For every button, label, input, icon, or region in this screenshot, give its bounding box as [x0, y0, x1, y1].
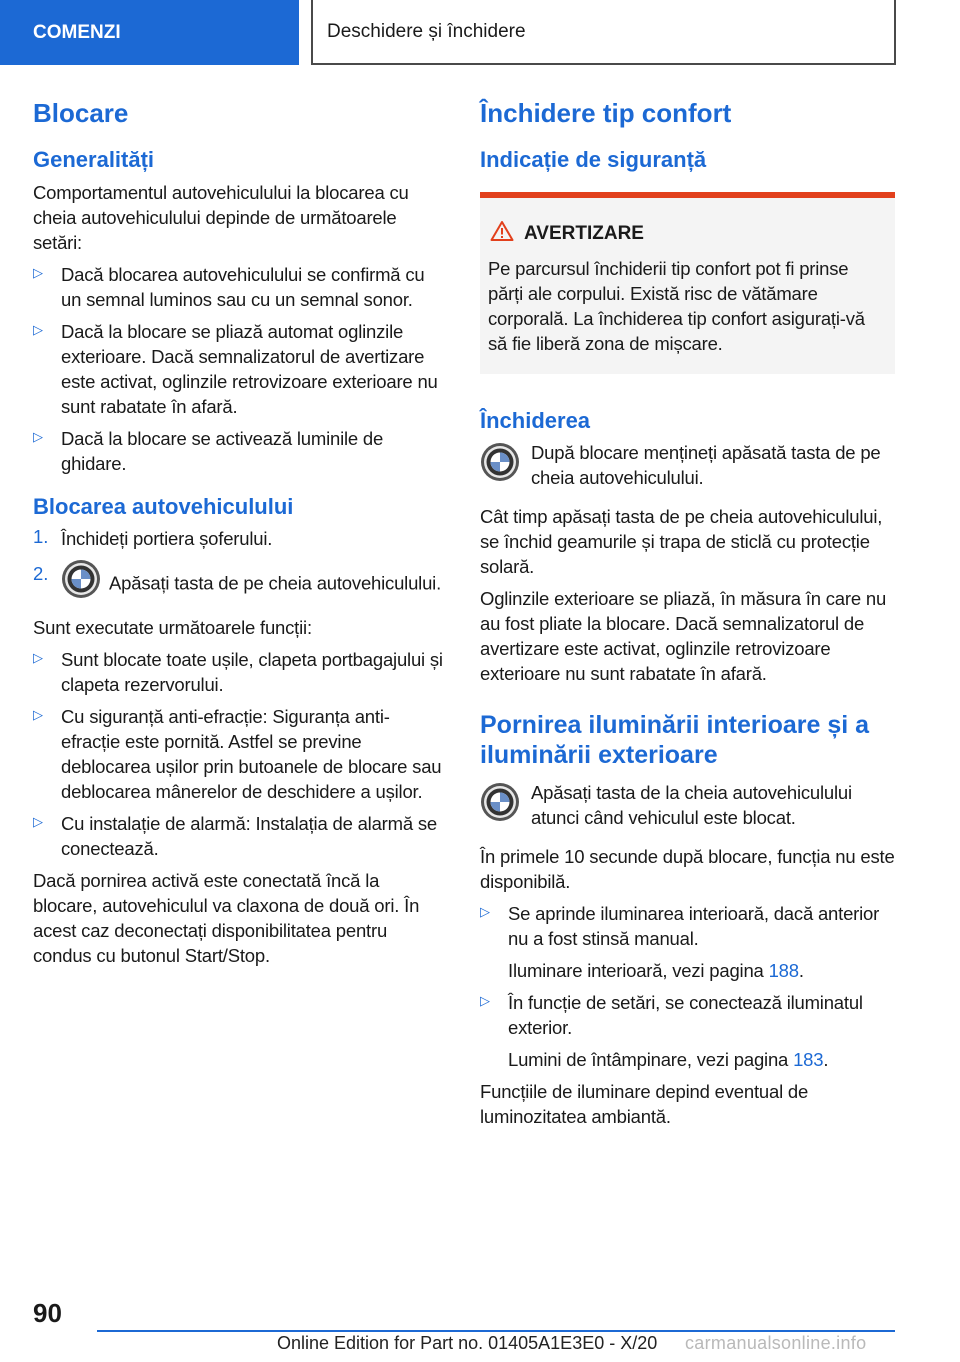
list-item: ▷ Cu siguranță anti-efracție: Siguranța anti-efracție este pornită. Astfel se previne deblocarea ușilor prin butoanele de blocare sau deblocarea mânerelor de deschidere a ușilor. [33, 705, 442, 802]
list-item: ▷ Dacă la blocare se activează luminile de ghidare. [33, 427, 384, 474]
warning-triangle-icon [490, 220, 514, 248]
warning-text: Pe parcursul închiderii tip confort pot fi prinse părți ale corpului. Există risc de vătămare corporală. La închiderea tip confort asigurați-vă să fie liberă zona de mișcare. [488, 257, 865, 354]
page-reference: Lumini de întâmpinare, vezi pagina 183. [508, 1048, 829, 1070]
chapter-tab[interactable] [0, 0, 299, 65]
section-title-locking: Blocare [33, 98, 129, 128]
section-header [311, 0, 896, 65]
comfort-access-note: Dacă pornirea activă este conectată încă la blocare, autovehiculul va claxona de două ori. În acest caz deconectați disponibilitatea pentru condus cu butonul Start/Stop. [33, 869, 420, 966]
general-list [33, 262, 447, 476]
chapter-label: COMENZI [33, 21, 121, 43]
heading-safety: Indicație de siguranță [480, 147, 707, 173]
functions-list [33, 647, 447, 861]
lighting-paragraph-2: Funcțiile de iluminare depind eventual de luminozitatea ambiantă. [480, 1080, 809, 1127]
page-link-183[interactable]: 183 [793, 1048, 824, 1070]
list-item: 2. Apăsați tasta de pe cheia autovehiculului. [33, 563, 447, 608]
bullet-triangle-icon: ▷ [33, 649, 43, 665]
right-column [480, 98, 895, 1136]
list-item: ▷ Dacă la blocare se pliază automat oglinzile exterioare. Dacă semnalizatorul de avertizare este activat, oglinzile retrovizoare exterioare nu sunt rabatate în afară. [33, 320, 438, 417]
bullet-triangle-icon: ▷ [33, 706, 43, 722]
locking-steps [33, 526, 447, 608]
list-item: ▷ Se aprinde iluminarea interioară, dacă anterior nu a fost stinsă manual. Iluminare interioară, vezi pagina 188. [480, 901, 895, 983]
section-title-comfort-closing: Închidere tip confort [480, 98, 732, 128]
list-item: ▷ În funcție de setări, se conectează iluminatul exterior. Lumini de întâmpinare, vezi pagina 183. [480, 990, 895, 1072]
footer-edition: Online Edition for Part no. 01405A1E3E0 - X/20 [277, 1333, 658, 1353]
bmw-key-icon [61, 559, 101, 604]
closing-paragraph-1: Cât timp apăsați tasta de pe cheia autovehiculului, se închid geamurile și trapa de sticlă cu protecție solară. [480, 505, 883, 577]
general-intro: Comportamentul autovehiculului la blocarea cu cheia autovehiculului depinde de următoarele setări: [33, 181, 409, 253]
footer-divider [97, 1330, 895, 1332]
closing-key-instruction: După blocare mențineți apăsată tasta de pe cheia autovehiculului. [480, 440, 895, 490]
bullet-triangle-icon: ▷ [33, 264, 43, 280]
heading-general: Generalități [33, 147, 155, 173]
warning-title: AVERTIZARE [524, 222, 644, 244]
lighting-paragraph-1: În primele 10 secunde după blocare, funcția nu este disponibilă. [480, 845, 895, 892]
bmw-key-icon [480, 782, 520, 827]
list-item: ▷ Dacă blocarea autovehiculului se confirmă cu un semnal luminos sau cu un semnal sonor. [33, 263, 425, 310]
watermark: carmanualsonline.info [685, 1333, 867, 1353]
lighting-key-instruction: Apăsați tasta de la cheia autovehiculului atunci când vehiculul este blocat. [480, 780, 895, 830]
bmw-key-icon [480, 442, 520, 487]
list-item: ▷ Cu instalație de alarmă: Instalația de alarmă se conectează. [33, 812, 438, 859]
heading-lighting: Pornirea iluminării interioare și a iluminării exterioare [480, 710, 870, 769]
lighting-list [480, 901, 895, 1072]
bullet-triangle-icon: ▷ [33, 428, 43, 444]
list-item: 1. Închideți portiera șoferului. [33, 525, 273, 549]
left-column [33, 98, 447, 975]
page-link-188[interactable]: 188 [768, 959, 799, 981]
page-number: 90 [33, 1298, 62, 1328]
closing-paragraph-2: Oglinzile exterioare se pliază, în măsura în care nu au fost pliate la blocare. Dacă semnalizatorul de avertizare este activat, oglinzile retrovizoare exterioare nu sunt rabatate în afară. [480, 587, 887, 684]
heading-closing: Închiderea [480, 407, 591, 433]
bullet-triangle-icon: ▷ [480, 992, 490, 1008]
section-label: Deschidere și închidere [327, 20, 526, 42]
page-reference: Iluminare interioară, vezi pagina 188. [508, 959, 804, 981]
bullet-triangle-icon: ▷ [33, 321, 43, 337]
functions-intro: Sunt executate următoarele funcții: [33, 616, 312, 638]
bullet-triangle-icon: ▷ [480, 903, 490, 919]
warning-box [480, 192, 895, 374]
list-item: ▷ Sunt blocate toate ușile, clapeta portbagajului și clapeta rezervorului. [33, 648, 443, 695]
bullet-triangle-icon: ▷ [33, 813, 43, 829]
heading-vehicle-locking: Blocarea autovehiculului [33, 493, 294, 519]
